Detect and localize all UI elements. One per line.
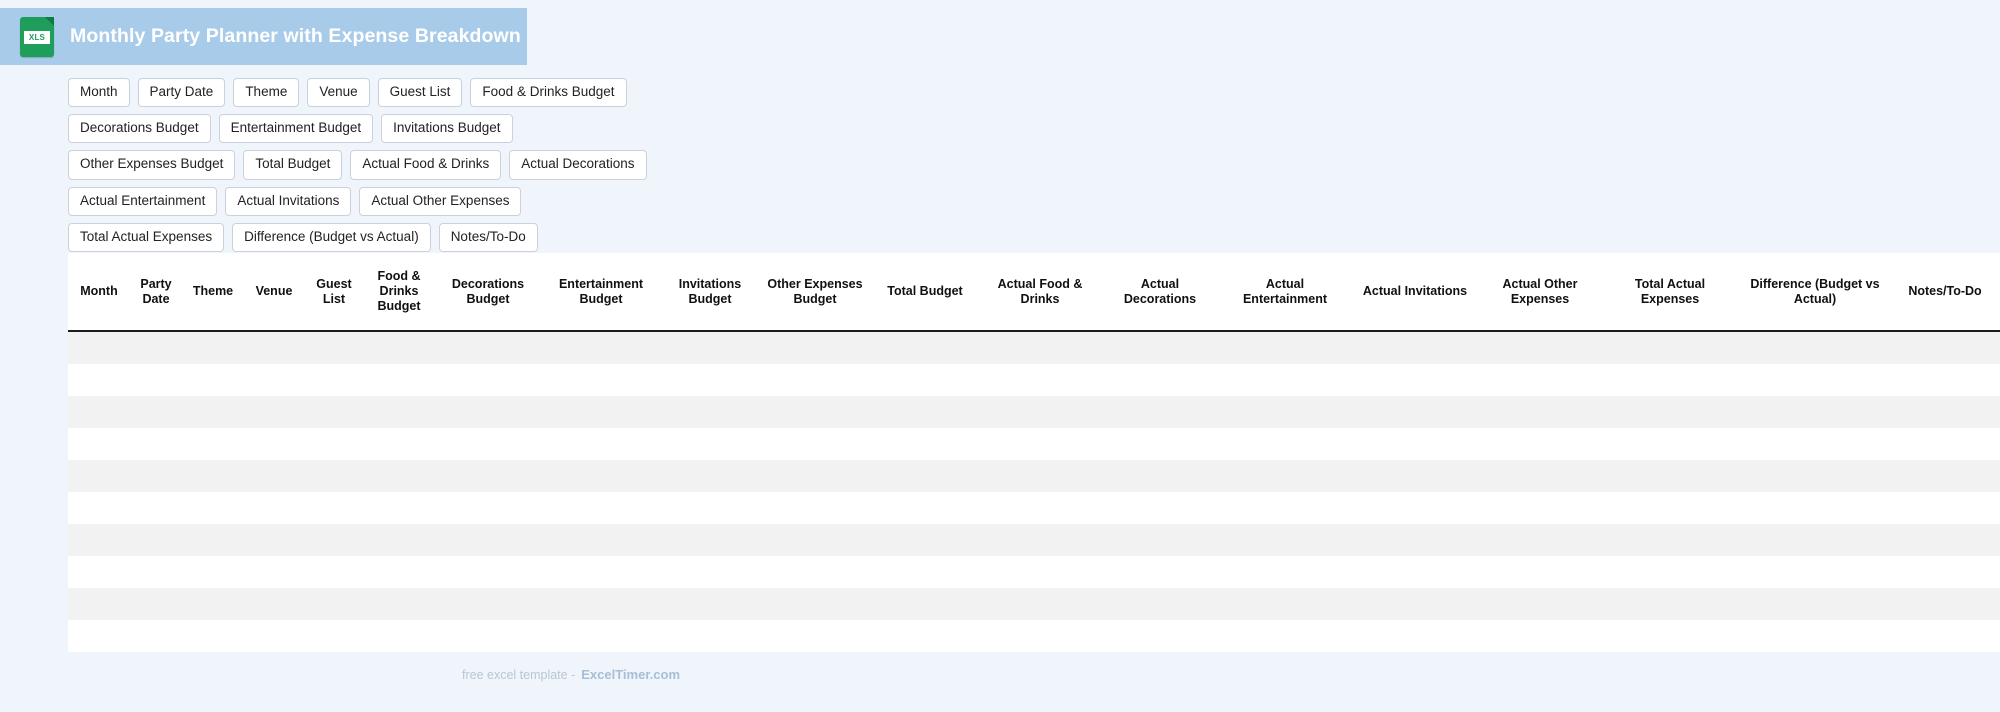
table-cell[interactable] [870, 588, 980, 620]
table-cell[interactable] [870, 364, 980, 396]
column-header-actual-food-drinks[interactable]: Actual Food & Drinks [980, 253, 1100, 331]
table-cell[interactable] [542, 396, 660, 428]
table-cell[interactable] [1600, 524, 1740, 556]
table-header-row [68, 253, 2000, 331]
table-cell[interactable] [542, 364, 660, 396]
field-chip[interactable]: Guest List [378, 78, 463, 107]
column-header-food-drinks-budget[interactable]: Food & Drinks Budget [364, 253, 434, 331]
field-chip[interactable]: Month [68, 78, 130, 107]
table-row[interactable] [68, 588, 2000, 620]
table-cell[interactable] [244, 460, 304, 492]
table-cell[interactable] [1480, 556, 1600, 588]
table-cell[interactable] [68, 524, 130, 556]
table-cell[interactable] [182, 364, 244, 396]
table-cell[interactable] [1740, 428, 1890, 460]
table-cell[interactable] [1480, 331, 1600, 364]
table-cell[interactable] [68, 460, 130, 492]
table-cell[interactable] [1350, 460, 1480, 492]
table-cell[interactable] [1600, 460, 1740, 492]
table-cell[interactable] [1890, 492, 2000, 524]
table-cell[interactable] [980, 331, 1100, 364]
field-chip-row [68, 78, 648, 107]
field-chip[interactable]: Party Date [138, 78, 226, 107]
table-cell[interactable] [244, 331, 304, 364]
table-cell[interactable] [660, 556, 760, 588]
table-cell[interactable] [364, 364, 434, 396]
table-cell[interactable] [1220, 620, 1350, 652]
table-cell[interactable] [1740, 620, 1890, 652]
table-cell[interactable] [870, 428, 980, 460]
field-chip-row [68, 187, 648, 216]
table-cell[interactable] [760, 460, 870, 492]
table-cell[interactable] [304, 492, 364, 524]
table-row[interactable] [68, 492, 2000, 524]
page-title: Monthly Party Planner with Expense Breakdown [70, 25, 521, 47]
column-header-notes[interactable]: Notes/To-Do [1890, 253, 2000, 331]
table-cell[interactable] [1220, 460, 1350, 492]
table-cell[interactable] [1480, 588, 1600, 620]
table-cell[interactable] [1220, 396, 1350, 428]
field-chip[interactable]: Total Budget [243, 150, 342, 179]
table-cell[interactable] [364, 588, 434, 620]
table-cell[interactable] [68, 492, 130, 524]
table-cell[interactable] [434, 556, 542, 588]
field-chip-row [68, 114, 648, 143]
table-cell[interactable] [980, 460, 1100, 492]
table-cell[interactable] [68, 620, 130, 652]
table-cell[interactable] [1890, 428, 2000, 460]
table-cell[interactable] [760, 364, 870, 396]
table-cell[interactable] [542, 492, 660, 524]
table-cell[interactable] [1100, 556, 1220, 588]
table-cell[interactable] [1740, 556, 1890, 588]
table-cell[interactable] [760, 524, 870, 556]
field-chip[interactable]: Venue [307, 78, 369, 107]
table-cell[interactable] [1480, 396, 1600, 428]
table-cell[interactable] [870, 492, 980, 524]
table-cell[interactable] [1350, 588, 1480, 620]
table-cell[interactable] [434, 364, 542, 396]
table-cell[interactable] [244, 588, 304, 620]
data-table-container[interactable] [68, 253, 1982, 636]
table-cell[interactable] [980, 396, 1100, 428]
field-chip-row [68, 223, 648, 252]
field-chip[interactable]: Invitations Budget [381, 114, 512, 143]
table-cell[interactable] [68, 556, 130, 588]
table-cell[interactable] [1350, 492, 1480, 524]
column-header-total-budget[interactable]: Total Budget [870, 253, 980, 331]
table-cell[interactable] [434, 492, 542, 524]
table-cell[interactable] [660, 588, 760, 620]
table-cell[interactable] [434, 428, 542, 460]
table-cell[interactable] [244, 396, 304, 428]
table-cell[interactable] [1890, 620, 2000, 652]
table-cell[interactable] [364, 492, 434, 524]
table-cell[interactable] [304, 331, 364, 364]
column-header-month[interactable]: Month [68, 253, 130, 331]
document-header [0, 8, 527, 65]
table-cell[interactable] [1480, 492, 1600, 524]
table-cell[interactable] [870, 331, 980, 364]
table-cell[interactable] [980, 364, 1100, 396]
table-cell[interactable] [1350, 556, 1480, 588]
table-cell[interactable] [760, 428, 870, 460]
table-body [68, 331, 2000, 652]
table-cell[interactable] [760, 556, 870, 588]
table-cell[interactable] [542, 460, 660, 492]
table-row[interactable] [68, 620, 2000, 652]
excel-file-icon [20, 17, 54, 57]
column-header-actual-other-expenses[interactable]: Actual Other Expenses [1480, 253, 1600, 331]
table-cell[interactable] [304, 460, 364, 492]
table-cell[interactable] [130, 620, 182, 652]
table-cell[interactable] [1220, 492, 1350, 524]
table-cell[interactable] [364, 556, 434, 588]
table-cell[interactable] [364, 620, 434, 652]
table-header [68, 253, 2000, 331]
field-chip[interactable]: Actual Food & Drinks [350, 150, 501, 179]
table-cell[interactable] [304, 428, 364, 460]
table-cell[interactable] [542, 588, 660, 620]
footer-brand-link[interactable]: ExcelTimer.com [581, 667, 680, 682]
table-cell[interactable] [760, 588, 870, 620]
table-row[interactable] [68, 331, 2000, 364]
column-header-party-date[interactable]: Party Date [130, 253, 182, 331]
table-cell[interactable] [1890, 396, 2000, 428]
field-chip[interactable]: Actual Other Expenses [359, 187, 521, 216]
table-cell[interactable] [130, 588, 182, 620]
column-header-guest-list[interactable]: Guest List [304, 253, 364, 331]
table-cell[interactable] [660, 364, 760, 396]
field-chip[interactable]: Other Expenses Budget [68, 150, 235, 179]
table-cell[interactable] [182, 524, 244, 556]
table-cell[interactable] [68, 396, 130, 428]
field-chip-row [68, 150, 648, 179]
table-row[interactable] [68, 396, 2000, 428]
table-cell[interactable] [130, 524, 182, 556]
column-header-invitations-budget[interactable]: Invitations Budget [660, 253, 760, 331]
table-cell[interactable] [304, 524, 364, 556]
table-cell[interactable] [182, 460, 244, 492]
table-cell[interactable] [68, 364, 130, 396]
table-cell[interactable] [1220, 556, 1350, 588]
table-cell[interactable] [304, 396, 364, 428]
column-header-entertainment-budget[interactable]: Entertainment Budget [542, 253, 660, 331]
table-cell[interactable] [182, 428, 244, 460]
table-row[interactable] [68, 524, 2000, 556]
table-cell[interactable] [660, 428, 760, 460]
table-cell[interactable] [244, 524, 304, 556]
table-cell[interactable] [660, 492, 760, 524]
table-cell[interactable] [542, 428, 660, 460]
table-cell[interactable] [760, 620, 870, 652]
table-cell[interactable] [980, 428, 1100, 460]
table-cell[interactable] [130, 460, 182, 492]
table-cell[interactable] [870, 396, 980, 428]
table-cell[interactable] [980, 524, 1100, 556]
table-cell[interactable] [1600, 620, 1740, 652]
table-cell[interactable] [660, 460, 760, 492]
table-cell[interactable] [1220, 588, 1350, 620]
table-cell[interactable] [1480, 524, 1600, 556]
table-cell[interactable] [542, 331, 660, 364]
table-cell[interactable] [244, 620, 304, 652]
column-header-other-expenses-budget[interactable]: Other Expenses Budget [760, 253, 870, 331]
table-cell[interactable] [434, 524, 542, 556]
table-cell[interactable] [1480, 428, 1600, 460]
table-cell[interactable] [660, 331, 760, 364]
table-cell[interactable] [760, 396, 870, 428]
field-chip[interactable]: Notes/To-Do [439, 223, 538, 252]
table-cell[interactable] [542, 556, 660, 588]
table-cell[interactable] [1890, 556, 2000, 588]
table-cell[interactable] [1100, 524, 1220, 556]
table-row[interactable] [68, 556, 2000, 588]
table-cell[interactable] [244, 364, 304, 396]
table-cell[interactable] [1890, 460, 2000, 492]
table-cell[interactable] [304, 364, 364, 396]
table-cell[interactable] [434, 460, 542, 492]
table-cell[interactable] [1740, 396, 1890, 428]
table-cell[interactable] [1100, 396, 1220, 428]
table-cell[interactable] [364, 428, 434, 460]
logo-corner-fold [45, 17, 54, 26]
table-cell[interactable] [1100, 460, 1220, 492]
table-cell[interactable] [1890, 524, 2000, 556]
table-cell[interactable] [304, 588, 364, 620]
field-chip[interactable]: Actual Entertainment [68, 187, 217, 216]
table-cell[interactable] [1600, 588, 1740, 620]
column-header-venue[interactable]: Venue [244, 253, 304, 331]
column-header-difference[interactable]: Difference (Budget vs Actual) [1740, 253, 1890, 331]
table-cell[interactable] [1600, 364, 1740, 396]
table-cell[interactable] [1740, 331, 1890, 364]
table-cell[interactable] [304, 620, 364, 652]
field-chip[interactable]: Actual Decorations [509, 150, 646, 179]
table-cell[interactable] [1600, 556, 1740, 588]
table-row[interactable] [68, 428, 2000, 460]
table-cell[interactable] [1890, 588, 2000, 620]
table-cell[interactable] [870, 524, 980, 556]
table-cell[interactable] [364, 396, 434, 428]
field-chip[interactable]: Decorations Budget [68, 114, 211, 143]
column-header-actual-invitations[interactable]: Actual Invitations [1350, 253, 1480, 331]
table-cell[interactable] [182, 588, 244, 620]
table-cell[interactable] [1350, 428, 1480, 460]
table-cell[interactable] [660, 396, 760, 428]
table-cell[interactable] [660, 524, 760, 556]
table-cell[interactable] [434, 588, 542, 620]
table-cell[interactable] [980, 620, 1100, 652]
table-cell[interactable] [434, 396, 542, 428]
table-cell[interactable] [244, 556, 304, 588]
table-cell[interactable] [1740, 364, 1890, 396]
field-chip-list [68, 78, 648, 259]
table-cell[interactable] [1100, 428, 1220, 460]
table-cell[interactable] [1350, 364, 1480, 396]
table-cell[interactable] [182, 556, 244, 588]
table-cell[interactable] [130, 331, 182, 364]
data-table [68, 253, 2000, 652]
table-cell[interactable] [1220, 331, 1350, 364]
table-cell[interactable] [542, 524, 660, 556]
column-header-actual-decorations[interactable]: Actual Decorations [1100, 253, 1220, 331]
table-cell[interactable] [1220, 364, 1350, 396]
table-cell[interactable] [364, 524, 434, 556]
column-header-total-actual-expenses[interactable]: Total Actual Expenses [1600, 253, 1740, 331]
table-cell[interactable] [760, 492, 870, 524]
table-cell[interactable] [182, 331, 244, 364]
table-row[interactable] [68, 460, 2000, 492]
table-cell[interactable] [1480, 620, 1600, 652]
table-cell[interactable] [870, 460, 980, 492]
table-cell[interactable] [1740, 492, 1890, 524]
table-cell[interactable] [1740, 524, 1890, 556]
table-cell[interactable] [364, 460, 434, 492]
table-cell[interactable] [68, 588, 130, 620]
table-cell[interactable] [660, 620, 760, 652]
table-cell[interactable] [1220, 428, 1350, 460]
table-cell[interactable] [1600, 396, 1740, 428]
field-chip[interactable]: Difference (Budget vs Actual) [232, 223, 431, 252]
table-cell[interactable] [130, 364, 182, 396]
table-cell[interactable] [1100, 331, 1220, 364]
logo-label: XLS [24, 31, 50, 44]
table-cell[interactable] [1100, 588, 1220, 620]
table-row[interactable] [68, 364, 2000, 396]
table-cell[interactable] [1100, 620, 1220, 652]
column-header-decorations-budget[interactable]: Decorations Budget [434, 253, 542, 331]
table-cell[interactable] [1600, 492, 1740, 524]
table-cell[interactable] [1220, 524, 1350, 556]
table-cell[interactable] [130, 492, 182, 524]
table-cell[interactable] [1480, 460, 1600, 492]
table-cell[interactable] [1890, 331, 2000, 364]
table-cell[interactable] [1740, 588, 1890, 620]
table-cell[interactable] [1350, 331, 1480, 364]
table-cell[interactable] [980, 492, 1100, 524]
table-cell[interactable] [68, 428, 130, 460]
table-cell[interactable] [244, 428, 304, 460]
table-cell[interactable] [1600, 428, 1740, 460]
table-cell[interactable] [1480, 364, 1600, 396]
table-cell[interactable] [760, 331, 870, 364]
table-cell[interactable] [542, 620, 660, 652]
field-chip[interactable]: Actual Invitations [225, 187, 351, 216]
table-cell[interactable] [1100, 492, 1220, 524]
table-cell[interactable] [980, 556, 1100, 588]
table-cell[interactable] [182, 396, 244, 428]
table-cell[interactable] [244, 492, 304, 524]
table-cell[interactable] [1600, 331, 1740, 364]
table-cell[interactable] [434, 331, 542, 364]
footer-text: free excel template - [461, 668, 576, 682]
table-cell[interactable] [130, 556, 182, 588]
table-cell[interactable] [182, 492, 244, 524]
table-cell[interactable] [304, 556, 364, 588]
table-cell[interactable] [1350, 524, 1480, 556]
table-cell[interactable] [182, 620, 244, 652]
table-cell[interactable] [1350, 396, 1480, 428]
field-chip[interactable]: Total Actual Expenses [68, 223, 224, 252]
field-chip[interactable]: Theme [233, 78, 299, 107]
column-header-theme[interactable]: Theme [182, 253, 244, 331]
field-chip[interactable]: Entertainment Budget [219, 114, 374, 143]
table-cell[interactable] [870, 556, 980, 588]
table-cell[interactable] [130, 396, 182, 428]
table-cell[interactable] [1740, 460, 1890, 492]
table-cell[interactable] [68, 331, 130, 364]
table-cell[interactable] [1100, 364, 1220, 396]
field-chip[interactable]: Food & Drinks Budget [470, 78, 626, 107]
table-cell[interactable] [980, 588, 1100, 620]
footer [462, 667, 680, 682]
table-cell[interactable] [434, 620, 542, 652]
table-cell[interactable] [130, 428, 182, 460]
table-cell[interactable] [364, 331, 434, 364]
table-cell[interactable] [1350, 620, 1480, 652]
table-cell[interactable] [870, 620, 980, 652]
column-header-actual-entertainment[interactable]: Actual Entertainment [1220, 253, 1350, 331]
table-cell[interactable] [1890, 364, 2000, 396]
